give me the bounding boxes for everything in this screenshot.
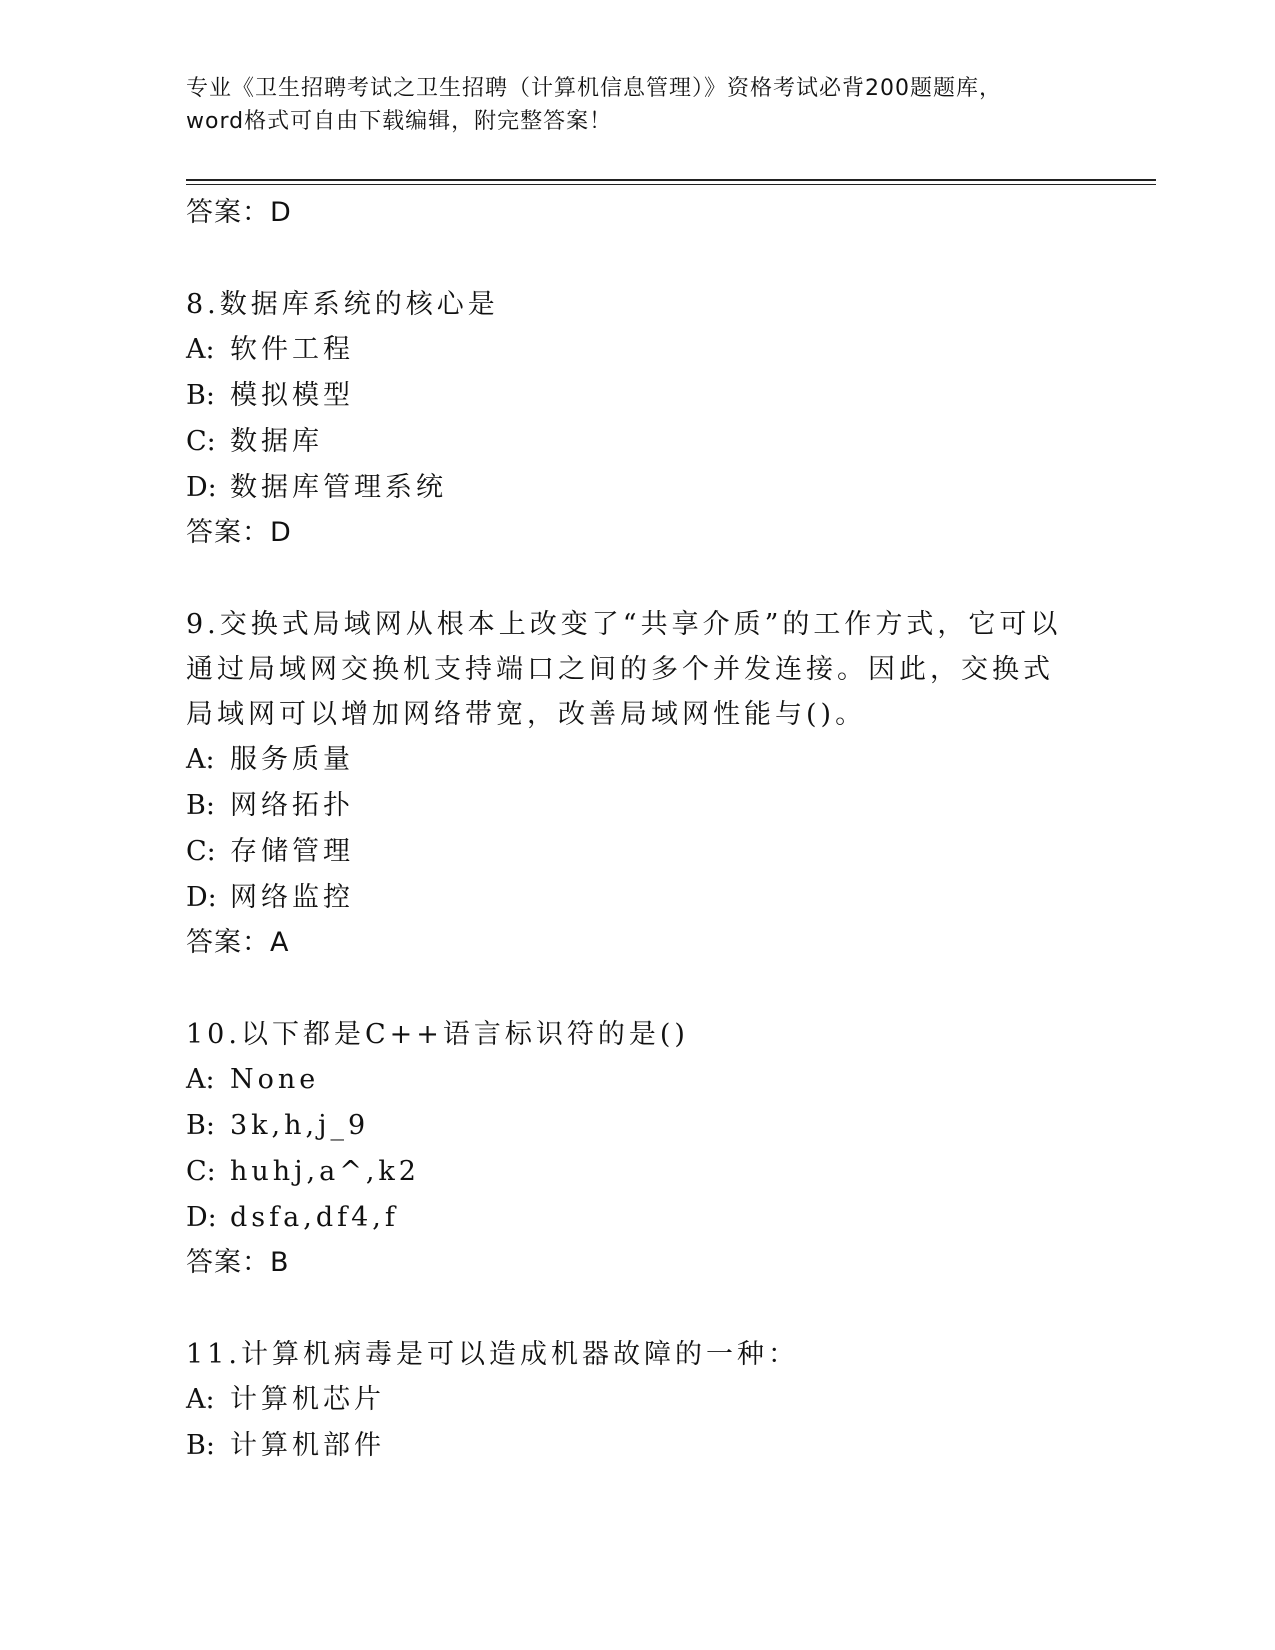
option-letter: B: xyxy=(186,1110,215,1141)
answer-label: 答案：A xyxy=(186,927,290,958)
option-text: 软件工程 xyxy=(230,334,354,365)
question-block xyxy=(186,282,1086,555)
question-block xyxy=(186,602,1086,965)
question-text: 11.计算机病毒是可以造成机器故障的一种： xyxy=(186,1339,799,1370)
option-d xyxy=(186,465,1086,511)
option-text: 网络监控 xyxy=(230,882,354,913)
option-b xyxy=(186,783,1086,829)
option-letter: A: xyxy=(186,744,215,775)
header-line-2: word格式可自由下载编辑，附完整答案！ xyxy=(186,109,613,134)
option-text: 计算机芯片 xyxy=(230,1384,385,1415)
option-letter: C: xyxy=(186,426,216,457)
option-letter: D: xyxy=(186,882,217,913)
option-d xyxy=(186,1195,1086,1241)
option-b xyxy=(186,1103,1086,1149)
option-text: 计算机部件 xyxy=(230,1430,385,1461)
document-header xyxy=(186,72,1086,138)
header-rule xyxy=(186,179,1156,181)
option-text: 数据库 xyxy=(230,426,323,457)
option-c xyxy=(186,419,1086,465)
option-letter: B: xyxy=(186,1430,215,1461)
option-letter: A: xyxy=(186,1384,215,1415)
option-text: 网络拓扑 xyxy=(230,790,354,821)
option-letter: C: xyxy=(186,836,216,867)
option-text: 数据库管理系统 xyxy=(230,472,447,503)
option-b xyxy=(186,373,1086,419)
option-letter: D: xyxy=(186,1202,217,1233)
option-b xyxy=(186,1423,1086,1469)
header-rule-thin xyxy=(186,184,1156,185)
option-letter: B: xyxy=(186,790,215,821)
option-letter: B: xyxy=(186,380,215,411)
answer-label: 答案：D xyxy=(186,197,292,228)
answer-label: 答案：B xyxy=(186,1247,290,1278)
option-text: 存储管理 xyxy=(230,836,354,867)
option-text: huhj,a^,k2 xyxy=(230,1156,420,1187)
option-letter: D: xyxy=(186,472,217,503)
answer-label: 答案：D xyxy=(186,517,292,548)
option-a xyxy=(186,1057,1086,1103)
option-a xyxy=(186,327,1086,373)
question-text: 9.交换式局域网从根本上改变了“共享介质”的工作方式，它可以通过局域网交换机支持端口之间的多个并发连接。因此，交换式局域网可以增加网络带宽，改善局域网性能与()。 xyxy=(186,609,1062,730)
option-text: 服务质量 xyxy=(230,744,354,775)
header-line-1: 专业《卫生招聘考试之卫生招聘（计算机信息管理）》资格考试必背200题题库， xyxy=(186,76,1002,101)
question-text: 10.以下都是C++语言标识符的是() xyxy=(186,1019,689,1050)
option-a xyxy=(186,737,1086,783)
question-block xyxy=(186,1332,1086,1469)
option-text: 模拟模型 xyxy=(230,380,354,411)
option-c xyxy=(186,829,1086,875)
option-text: dsfa,df4,f xyxy=(230,1202,399,1233)
question-list xyxy=(186,191,1086,1469)
option-letter: A: xyxy=(186,1064,215,1095)
option-letter: C: xyxy=(186,1156,216,1187)
option-text: 3k,h,j_9 xyxy=(230,1110,370,1141)
option-text: None xyxy=(230,1064,320,1095)
option-d xyxy=(186,875,1086,921)
option-c xyxy=(186,1149,1086,1195)
option-a xyxy=(186,1377,1086,1423)
option-letter: A: xyxy=(186,334,215,365)
question-block xyxy=(186,1012,1086,1285)
question-text: 8.数据库系统的核心是 xyxy=(186,289,499,320)
